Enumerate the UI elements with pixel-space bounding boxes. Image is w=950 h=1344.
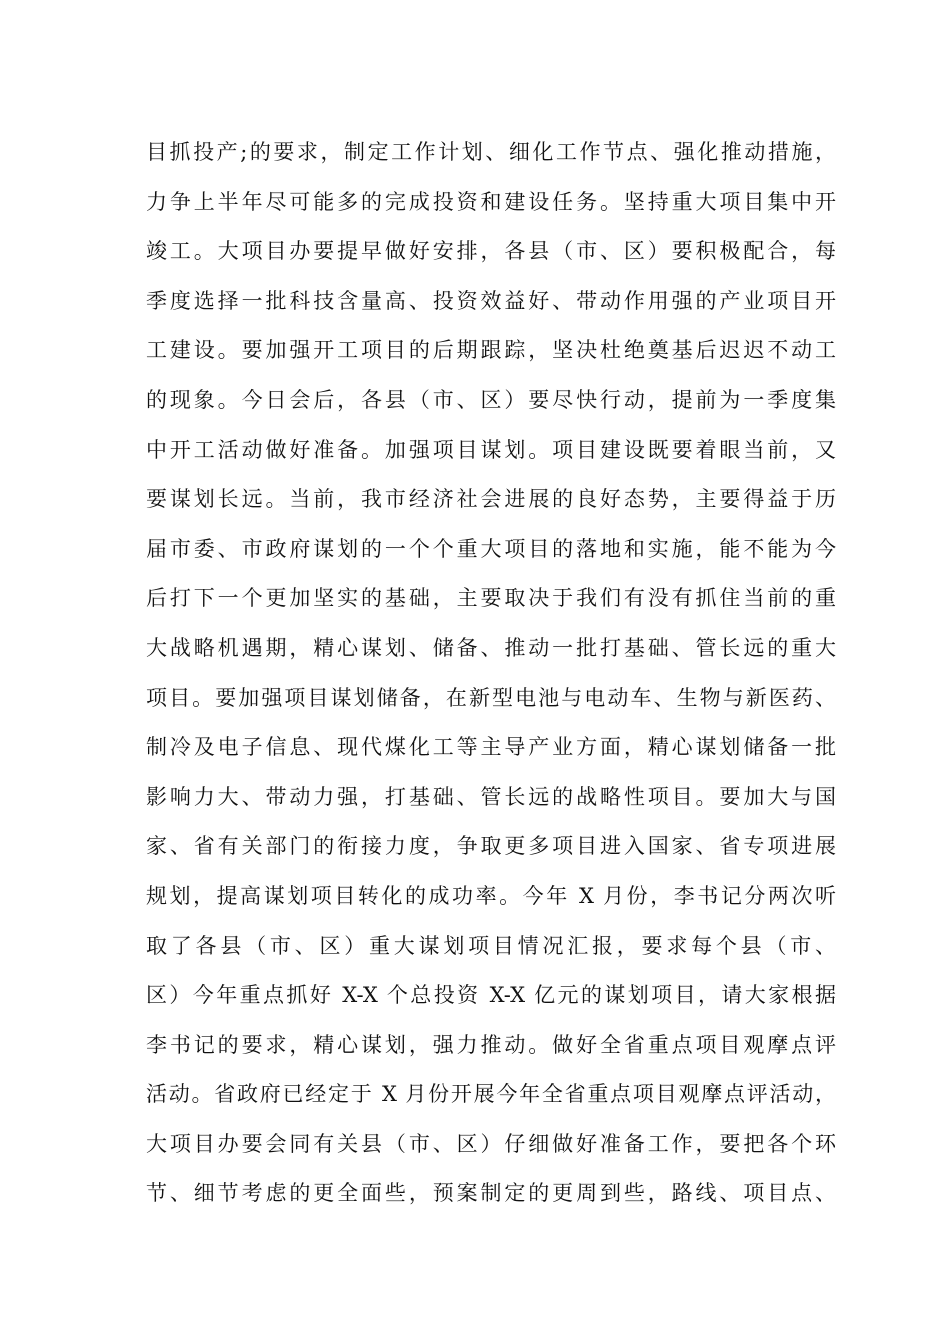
text-line: 的现象。今日会后，各县（市、区）要尽快行动，提前为一季度集 — [146, 387, 836, 412]
text-line: 李书记的要求，精心谋划，强力推动。做好全省重点项目观摩点评 — [146, 1032, 836, 1057]
text-line: 力争上半年尽可能多的完成投资和建设任务。坚持重大项目集中开 — [146, 189, 836, 214]
text-line: 后打下一个更加坚实的基础，主要取决于我们有没有抓住当前的重 — [146, 586, 836, 611]
text-line: 大项目办要会同有关县（市、区）仔细做好准备工作，要把各个环 — [146, 1131, 836, 1156]
text-line: 取了各县（市、区）重大谋划项目情况汇报，要求每个县（市、 — [146, 933, 836, 958]
text-line: 节、细节考虑的更全面些，预案制定的更周到些，路线、项目点、 — [146, 1181, 836, 1206]
text-line: 家、省有关部门的衔接力度，争取更多项目进入国家、省专项进展 — [146, 834, 836, 859]
text-line: 工建设。要加强开工项目的后期跟踪，坚决杜绝奠基后迟迟不动工 — [146, 338, 836, 363]
text-line: 大战略机遇期，精心谋划、储备、推动一批打基础、管长远的重大 — [146, 635, 836, 660]
text-line: 中开工活动做好准备。加强项目谋划。项目建设既要着眼当前，又 — [146, 437, 836, 462]
text-line: 要谋划长远。当前，我市经济社会进展的良好态势，主要得益于历 — [146, 487, 836, 512]
text-line: 制冷及电子信息、现代煤化工等主导产业方面，精心谋划储备一批 — [146, 735, 836, 760]
body-text — [146, 128, 836, 1219]
text-line: 规划，提高谋划项目转化的成功率。今年 X 月份，李书记分两次听 — [146, 883, 836, 908]
text-line: 季度选择一批科技含量高、投资效益好、带动作用强的产业项目开 — [146, 288, 836, 313]
text-line: 届市委、市政府谋划的一个个重大项目的落地和实施，能不能为今 — [146, 536, 836, 561]
text-line: 竣工。大项目办要提早做好安排，各县（市、区）要积极配合，每 — [146, 239, 836, 264]
text-line: 项目。要加强项目谋划储备，在新型电池与电动车、生物与新医药、 — [146, 685, 836, 710]
text-line: 目抓投产;的要求，制定工作计划、细化工作节点、强化推动措施， — [146, 140, 836, 164]
text-line: 活动。省政府已经定于 X 月份开展今年全省重点项目观摩点评活动， — [146, 1082, 836, 1107]
text-line: 区）今年重点抓好 X-X 个总投资 X-X 亿元的谋划项目，请大家根据 — [146, 983, 836, 1008]
text-line: 影响力大、带动力强，打基础、管长远的战略性项目。要加大与国 — [146, 784, 836, 809]
